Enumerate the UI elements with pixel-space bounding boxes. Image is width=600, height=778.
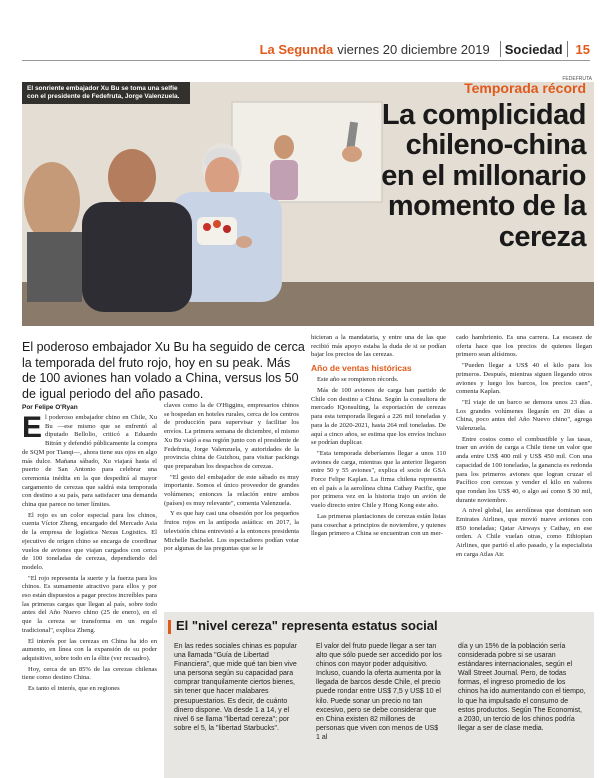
article-column-4 <box>456 334 592 607</box>
box-accent-bar <box>168 620 171 634</box>
paragraph: Más de 100 aviones de carga han partido de Chile con destino a China. Según la consultora de mercado IQonsulting, la exportación de cerezas para esta temporada llegará a 226 mil toneladas y para la de 2020-2021, hasta 264 mil toneladas. De aquí a cinco años, se estima que los envíos incluso se podrían duplicar. <box>311 387 446 447</box>
box-column-1 <box>174 642 302 733</box>
paragraph: "El rojo representa la suerte y la fuerza para los chinos. Es sumamente atractivo para ellos y por eso están dispuestos a pagar precios increíbles para las primeras cargas que llegan al país, sobre todo antes del Año Nuevo chino (25 de enero), en el que la cereza se transforma en un regalo tradicional", explica Zheng. <box>22 574 157 634</box>
headline-block <box>366 80 586 252</box>
article-column-2 <box>164 402 299 607</box>
paragraph: El rojo es un color especial para los chinos, cuenta Víctor Zheng, encargado del Mercado Asia de la empresa de logística Nexus Logistics. El ejecutivo de origen chino se encarga de coordinar vuelos de aviones que viajan cargados con cerca de 100 toneladas de cerezas, dependiendo del modelo. <box>22 511 157 571</box>
article-column-1 <box>22 414 157 778</box>
paragraph: "Pueden llegar a US$ 40 el kilo para los primeros. Después, mientras siguen llegando otros aviones y luego los barcos, los precios caen", comenta Kaplan. <box>456 362 592 396</box>
byline: Por Felipe O'Ryan <box>22 404 78 411</box>
box-column-2 <box>316 642 444 742</box>
newspaper-name: La Segunda <box>259 41 334 57</box>
header-divider <box>567 41 568 57</box>
subhead: Año de ventas históricas <box>311 363 412 374</box>
paragraph: Este año se rompieron récords. <box>317 376 399 384</box>
page-header <box>22 38 590 61</box>
photo-caption: El sonriente embajador Xu Bu se toma una selfie con el presidente de Fedefruta, Jorge Valenzuela. <box>22 82 190 104</box>
page-number: 15 <box>575 41 590 57</box>
dropcap: E <box>22 414 43 444</box>
paragraph: A nivel global, las aerolíneas que dominan son Emirates Airlines, que movió nueve aviones con 850 toneladas; Qatar Airways y Cathay, en ese orden. A Chile vuelan otras, como Ethiopian Airlines, que partió el año pasado, y la especialista en carga Atlas Air. <box>456 507 592 558</box>
paragraph: En las redes sociales chinas es popular una llamada "Guía de Libertad Financiera", que mide qué tan bien vive una persona según su capacidad para comprar tranquilamente ciertos bienes, sin tener que hacer malabares presupuestarios. Es decir, de cuánto dinero dispone. Va desde 1 a 14, y el nivel 6 se llama "libertad cereza"; por sobre el 5, la "libertad Starbucks". <box>174 643 297 732</box>
paragraph: "Esta temporada deberíamos llegar a unos 110 aviones de carga, mientras que la anterior llegaron entre 50 y 55 aviones", explica el socio de GSA Force Felipe Kaplan. La firma chilena representa en el país a la aerolínea china Cathay Pacific, que por primera vez en la historia trajo un avión de vuelo directo entre Chile y Hong Kong este año. <box>311 449 446 510</box>
paragraph: El interés por las cerezas en China ha ido en aumento, en línea con la expansión de su poder adquisitivo, sobre todo en la élite (ver recuadro). <box>22 637 157 662</box>
box-column-3 <box>458 642 586 733</box>
paragraph: claves como la de O'Higgins, empresarios chinos se hospedan en hoteles rurales, cerca de los centros de producción para supervisar y facilitar los envíos. La primera semana de diciembre, el mismo Xu Bu viajó a esa región junto con el presidente de Fedefruta, Jorge Valenzuela, y autoridades de la provincia china de Guizhou, para visitar packings que preparaban los despachos de cerezas. <box>164 402 299 470</box>
section-name: Sociedad <box>504 41 563 57</box>
paragraph: hicieran a la mandataria, y entre una de las que recibió más apoyo estaba la duda de si se podían bajar los precios de las cerezas. <box>311 334 446 359</box>
sidebar-box <box>164 612 594 778</box>
paragraph: l poderoso embajador chino en Chile, Xu Bu —ese mismo que se enfrentó al diputado Bellolio, criticó a Eduardo Bitrán y defendió públicamente la compra de SQM por Tianqi—, ahora tiene sus ojos en algo más dulce. Mañana sábado, Xu viajará hasta el puerto de San Antonio para celebrar una ceremonia inédita en la que despedirá al mayor cargamento de cerezas que saldrá esta temporada con destino a su país, para satisfacer una demanda china que parece no tener límites. <box>22 414 157 509</box>
paragraph: "El viaje de un barco se demora unos 23 días. Los grandes volúmenes llegarán en 20 días a China, poco antes del Año Nuevo chino", agrega Valenzuela. <box>456 398 592 433</box>
photo-credit: FEDEFRUTA <box>562 76 592 82</box>
paragraph: "El gesto del embajador de este sábado es muy importante. Somos el único proveedor de grandes volúmenes; entonces la relación entre ambos (países) es muy relevante", comenta Valenzuela. <box>164 473 299 507</box>
paragraph: día y un 15% de la población sería considerada pobre si se usaran estándares internacionales, según el Wall Street Journal. Pero, de todas formas, el ingreso promedio de los chinos ha ido aumentando con el tiempo, lo que ha impulsado el consumo de estos productos. Según The Economist, a 2030, un tercio de los chinos podría llegar a ser de clase media. <box>458 643 586 732</box>
box-title: El "nivel cereza" representa estatus social <box>176 618 438 633</box>
header-divider <box>500 41 501 57</box>
kicker: Temporada récord <box>464 80 586 96</box>
paragraph: Entre costos como el combustible y las tasas, traer un avión de carga a Chile tiene un valor que anda entre US$ 400 mil y US$ 450 mil. Con una capacidad de 100 toneladas, la ganancia es redonda para los primeros aviones que logran cruzar el Pacífico con cerezas y vender el kilo en valores que rondan los US$ 40, o algo así como $ 30 mil, durante noviembre. <box>456 435 592 504</box>
issue-date: viernes 20 diciembre 2019 <box>337 41 490 57</box>
paragraph: Es tanto el interés, que en regiones <box>28 685 120 693</box>
article-column-3 <box>311 334 446 607</box>
paragraph: Las primeras plantaciones de cerezas están listas para cosechar a principios de noviembre, y quienes llegan primero a China se encuentran con un mer- <box>311 512 446 538</box>
headline: La complicidad chileno-china en el millonario momento de la cereza <box>381 99 586 253</box>
lead-paragraph: El poderoso embajador Xu Bu ha seguido de cerca la temporada del fruto rojo, hoy en su peak. Más de 100 aviones han volado a China, versus los 50 de igual periodo del año pasado. <box>22 340 305 401</box>
paragraph: cado hambriento. Es una carrera. La escasez de oferta hace que los precios de quienes llegan primero sean altísimos. <box>456 334 592 359</box>
paragraph: El valor del fruto puede llegar a ser tan alto que sólo puede ser accedido por los chinos con mayor poder adquisitivo. Incluso, cuando la oferta aumenta por la llegada de barcos desde Chile, el precio puede rondar entre US$ 7,5 y US$ 10 el kilo. Puede sonar un precio no tan excesivo, pero se debe considerar que en China existen 82 millones de personas que viven con menos de US$ 1 al <box>316 643 442 741</box>
paragraph: Y es que hay casi una obsesión por los pequeños frutos rojos en la antípoda asiática: en 2017, la televisión china entrevistó a la entonces presidenta Michelle Bachelet. Los espectadores podían votar por algunas de las preguntas que se le <box>164 510 299 553</box>
paragraph: Hoy, cerca de un 85% de las cerezas chilenas tiene como destino China. <box>22 665 157 682</box>
